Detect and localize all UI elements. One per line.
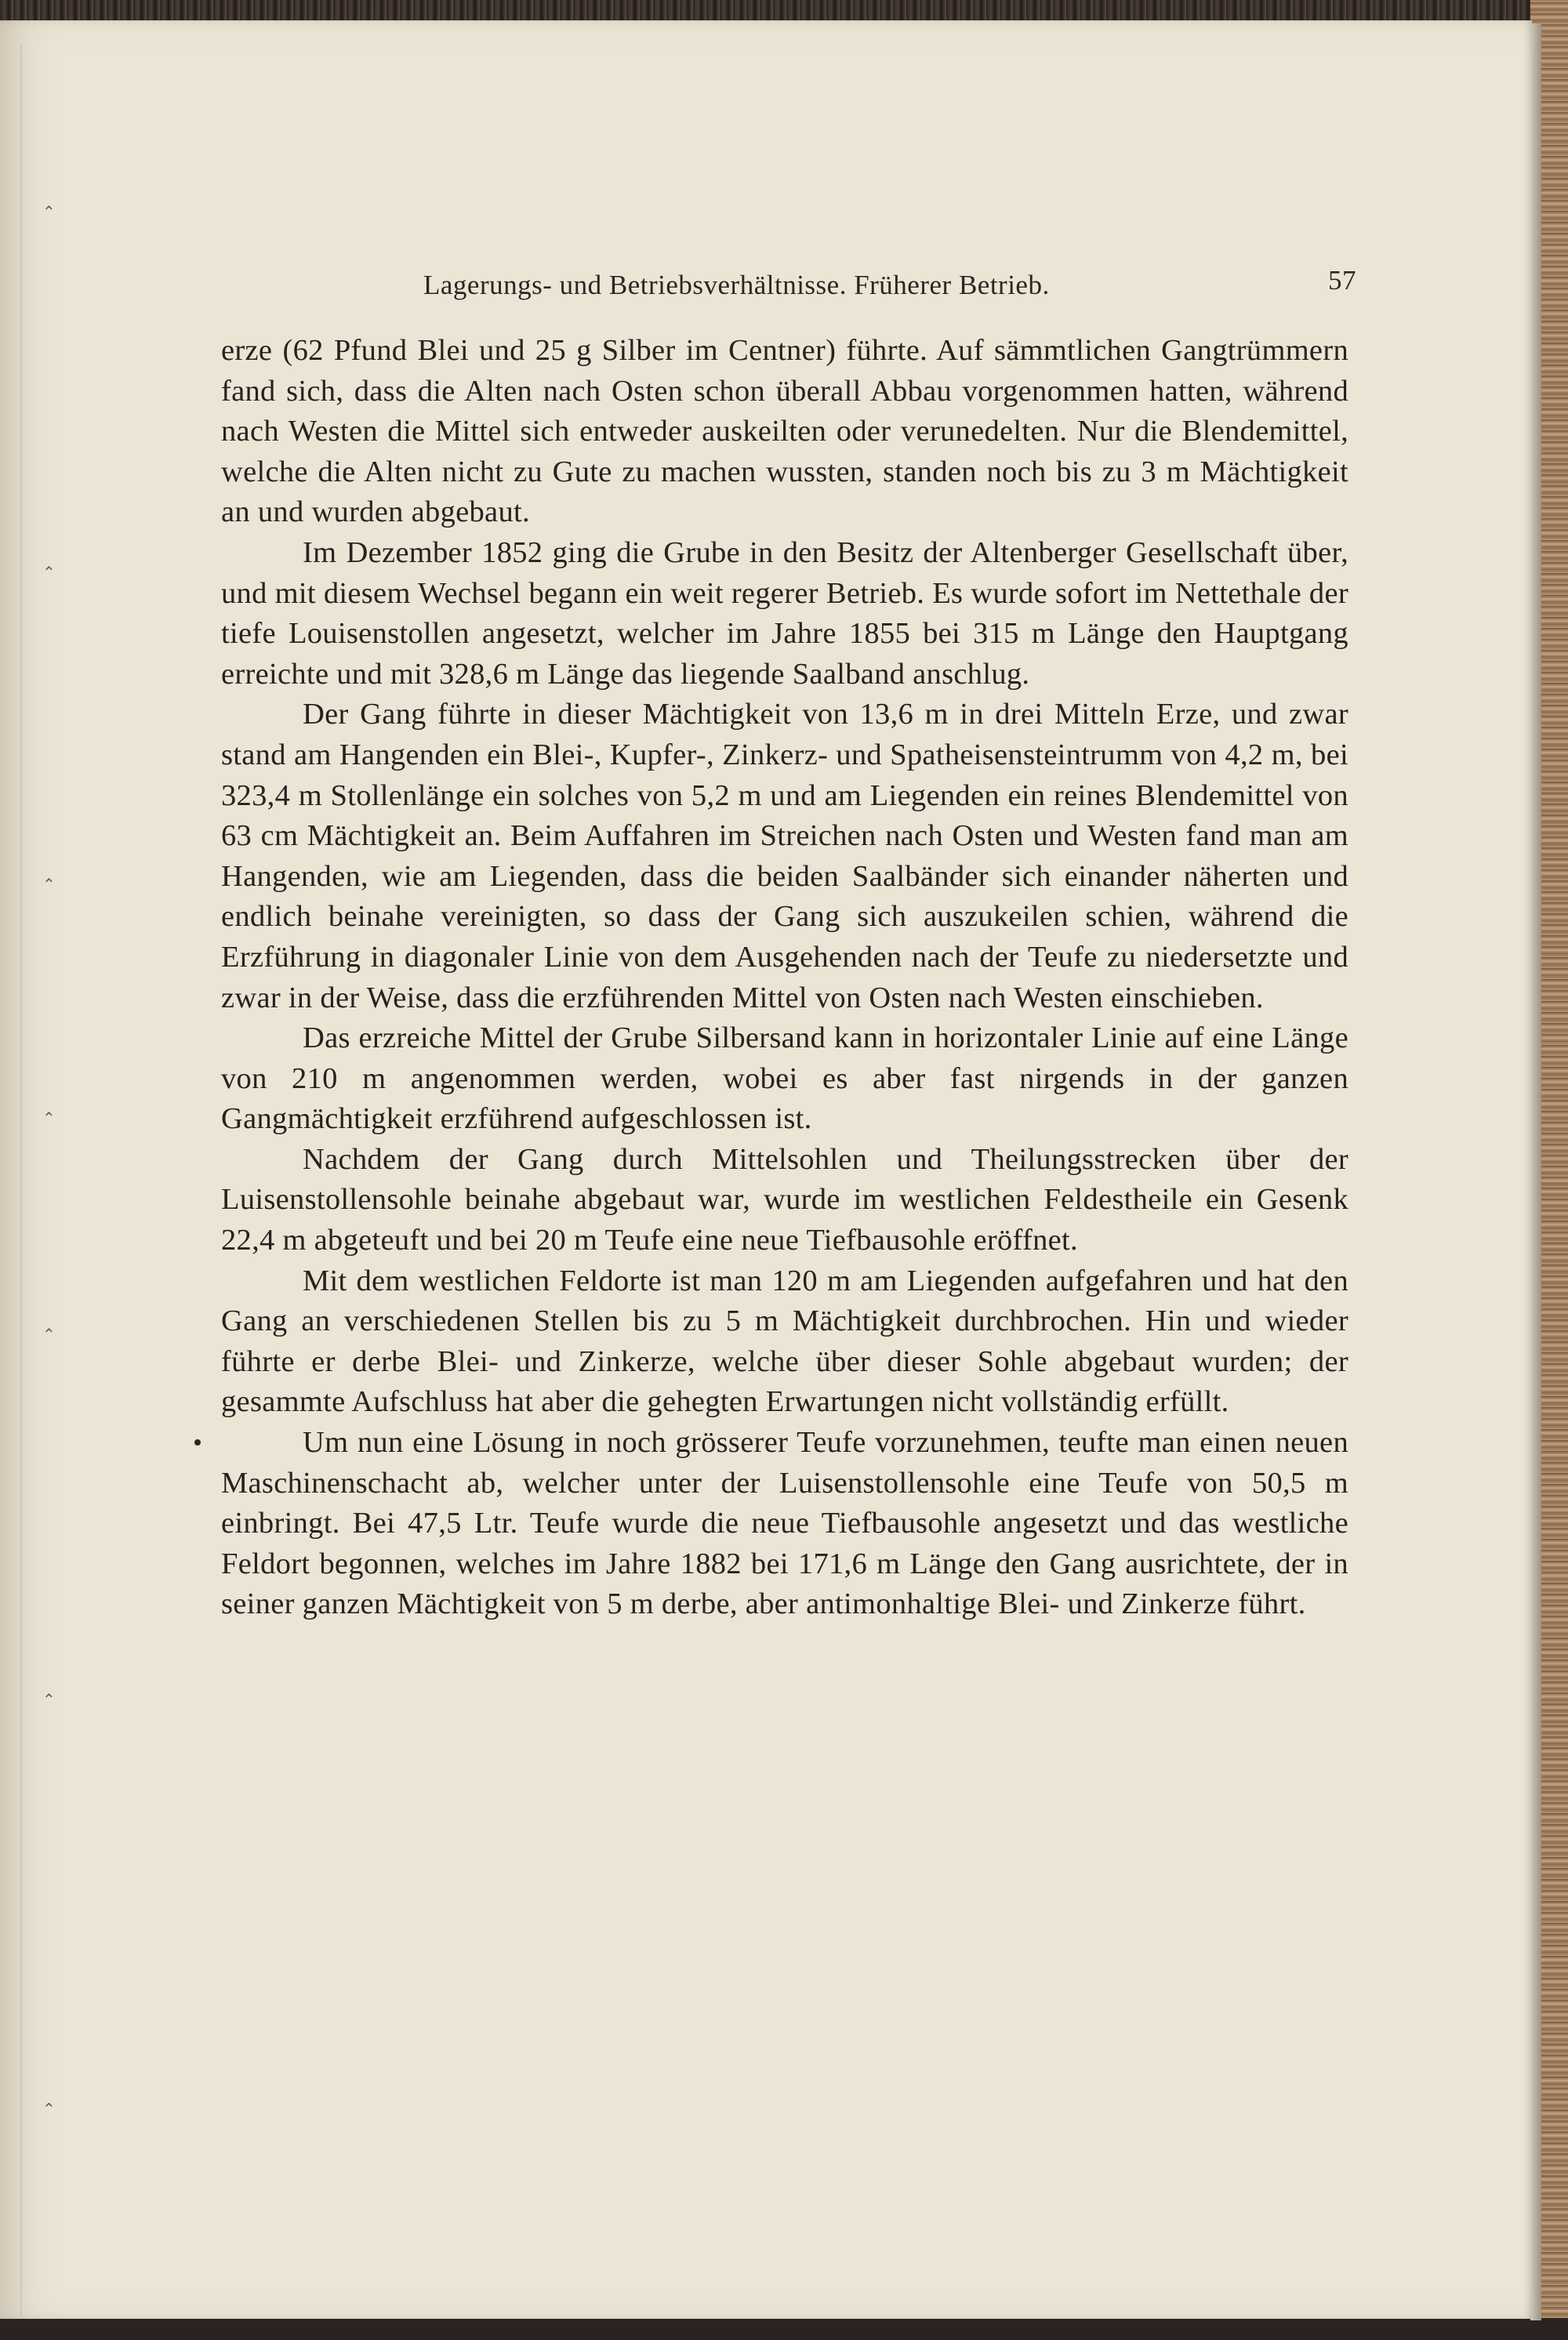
margin-dot: [194, 1439, 201, 1446]
page-number: 57: [1328, 265, 1356, 296]
book-page: [0, 20, 1532, 2319]
body-text: [221, 331, 1348, 1625]
book-edge-bottom: [0, 2318, 1568, 2340]
margin-mark: ⌃: [42, 1692, 56, 1709]
page-shadow: [1530, 24, 1541, 2320]
margin-mark: ⌃: [42, 2101, 56, 2118]
running-head: [423, 265, 1356, 304]
paragraph-4: Das erzreiche Mittel der Grube Silbersand kann in horizontaler Linie auf eine Länge von 210 m angenommen werden, wobei es aber fast nirgends in der ganzen Gangmächtigkeit erzführend aufgeschlossen ist.: [221, 1021, 1348, 1136]
paragraph-1: erze (62 Pfund Blei und 25 g Silber im Centner) führte. Auf sämmtlichen Gangtrümmern fand sich, dass die Alten nach Osten schon überall Abbau vorgenommen hatten, während nach Westen die Mittel sich entweder auskeilten oder verunedelten. Nur die Blendemittel, welche die Alten nicht zu Gute zu machen wussten, standen noch bis zu 3 m Mächtigkeit an und wurden abgebaut.: [221, 334, 1348, 529]
margin-mark: ⌃: [42, 876, 56, 894]
gutter-line: [20, 44, 23, 2317]
paragraph-2: Im Dezember 1852 ging die Grube in den Besitz der Altenberger Gesellschaft über, und mit diesem Wechsel begann ein weit regerer Betrieb. Es wurde sofort im Nettethale der tiefe Louisenstollen angesetzt, welcher im Jahre 1855 bei 315 m Länge den Hauptgang erreichte und mit 328,6 m Länge das liegende Saalband anschlug.: [221, 535, 1348, 691]
paragraph-6: Mit dem westlichen Feldorte ist man 120 m am Liegenden aufgefahren und hat den Gang an verschiedenen Stellen bis zu 5 m Mächtigkeit durchbrochen. Hin und wieder führte er derbe Blei- und Zinkerze, welche über dieser Sohle abgebaut wurden; der gesammte Aufschluss hat aber die gehegten Erwartungen nicht vollständig erfüllt.: [221, 1264, 1348, 1419]
paragraph-3: Der Gang führte in dieser Mächtigkeit von 13,6 m in drei Mitteln Erze, und zwar stand am Hangenden ein Blei-, Kupfer-, Zinkerz- und Spatheisensteintrumm von 4,2 m, bei 323,4 m Stollenlänge ein solches von 5,2 m und am Liegenden ein reines Blendemittel von 63 cm Mächtigkeit an. Beim Auffahren im Streichen nach Osten und Westen fand man am Hangenden, wie am Liegenden, dass die beiden Saalbänder sich einander näherten und endlich beinahe vereinigten, so dass der Gang sich auszukeilen schien, während die Erzführung in diagonaler Linie von dem Ausgehenden nach der Teufe zu niedersetzte und zwar in der Weise, dass die erzführenden Mittel von Osten nach Westen einschieben.: [221, 698, 1348, 1014]
margin-mark: ⌃: [42, 204, 56, 221]
margin-mark: ⌃: [42, 564, 56, 582]
running-title: Lagerungs- und Betriebsverhältnisse. Früherer Betrieb.: [423, 270, 1050, 300]
paragraph-7: Um nun eine Lösung in noch grösserer Teufe vorzunehmen, teufte man einen neuen Maschinenschacht ab, welcher unter der Luisenstollensohle eine Teufe von 50,5 m einbringt. Bei 47,5 Ltr. Teufe wurde die neue Tiefbausohle angesetzt und das westliche Feldort begonnen, welches im Jahre 1882 bei 171,6 m Länge den Gang ausrichtete, der in seiner ganzen Mächtigkeit von 5 m derbe, aber antimonhaltige Blei- und Zinkerze führt.: [221, 1426, 1348, 1621]
margin-mark: ⌃: [42, 1110, 56, 1127]
margin-mark: ⌃: [42, 1326, 56, 1344]
paragraph-5: Nachdem der Gang durch Mittelsohlen und Theilungsstrecken über der Luisenstollensohle beinahe abgebaut war, wurde im westlichen Feldestheile ein Gesenk 22,4 m abgeteuft und bei 20 m Teufe eine neue Tiefbausohle eröffnet.: [221, 1142, 1348, 1257]
